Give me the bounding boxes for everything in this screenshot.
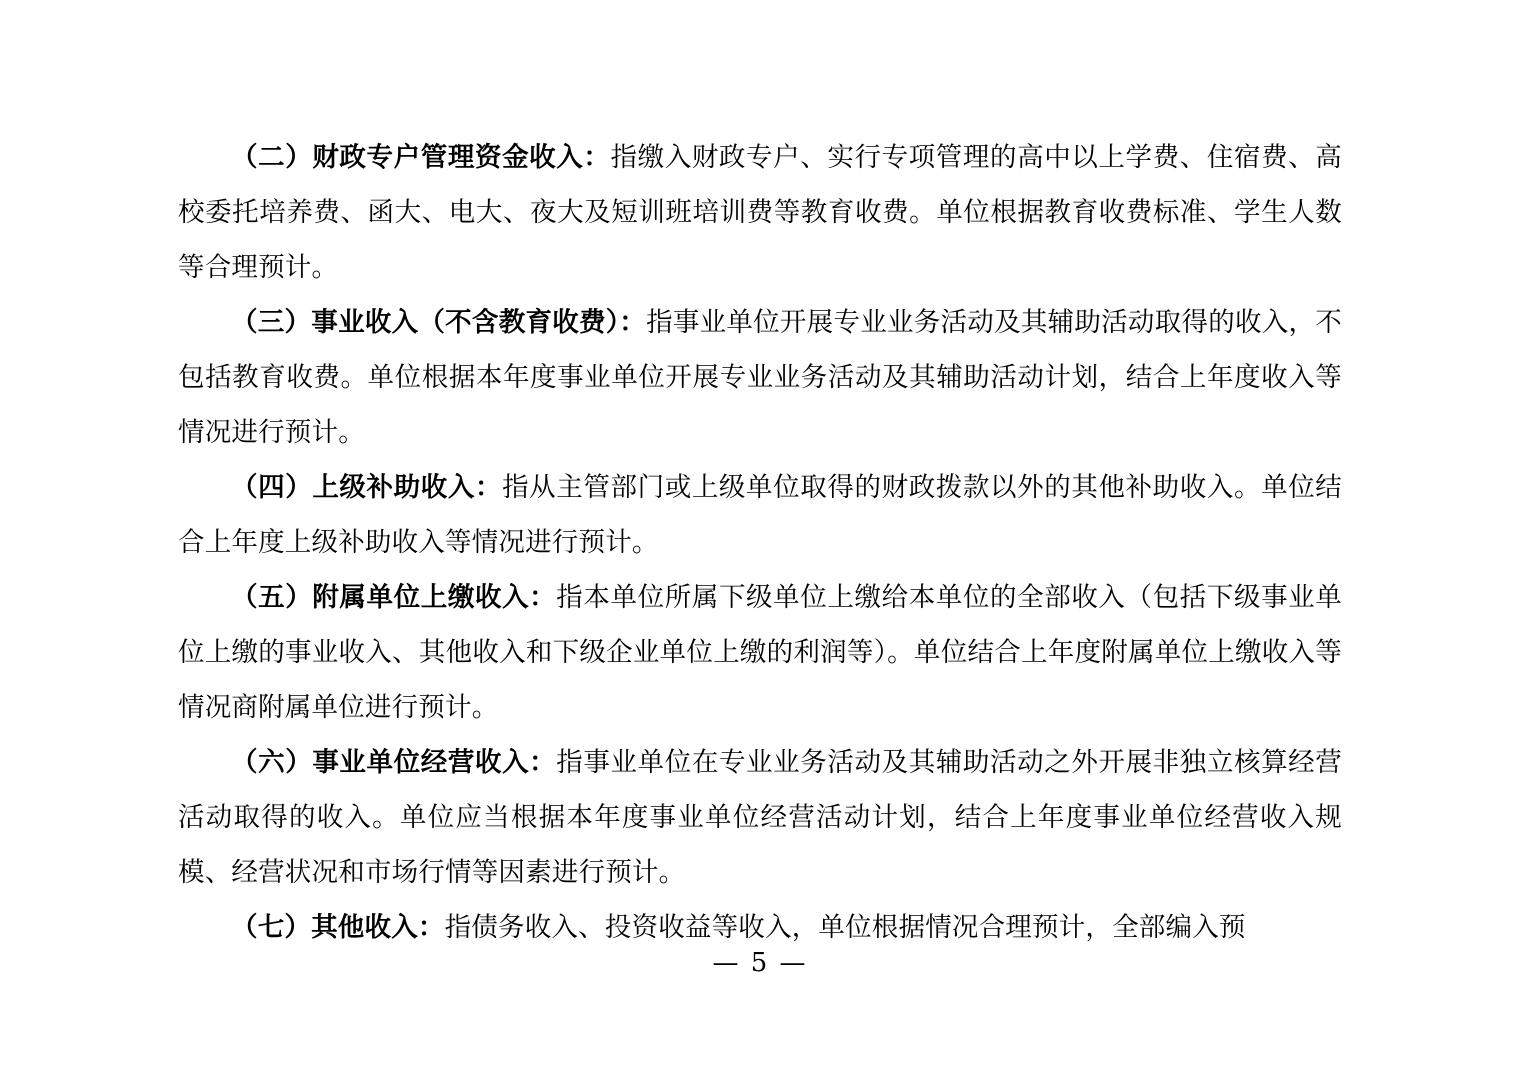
paragraph-6-text: 指事业单位在专业业务活动及其辅助活动之外开展非独立核算经营活动取得的收入。单位应当根据本年度事业单位经营活动计划，结合上年度事业单位经营收入规模、经营状况和市场行情等因素进行预计。 [178,747,1342,888]
paragraph-4-lead: （四）上级补助收入： [231,472,503,503]
paragraph-5-text: 指本单位所属下级单位上缴给本单位的全部收入（包括下级事业单位上缴的事业收入、其他收入和下级企业单位上缴的利润等）。单位结合上年度附属单位上缴收入等情况商附属单位进行预计。 [178,582,1342,723]
paragraph-7 [178,900,1342,955]
paragraph-2-text: 指缴入财政专户、实行专项管理的高中以上学费、住宿费、高校委托培养费、函大、电大、夜大及短训班培训费等教育收费。单位根据教育收费标准、学生人数等合理预计。 [178,142,1342,283]
paragraph-4-text: 指从主管部门或上级单位取得的财政拨款以外的其他补助收入。单位结合上年度上级补助收入等情况进行预计。 [178,472,1343,558]
page-number: — 5 — [712,948,808,978]
paragraph-2 [178,130,1342,295]
paragraph-2-lead: （二）财政专户管理资金收入： [231,142,611,173]
paragraph-6 [178,735,1342,900]
document-body [178,130,1342,955]
paragraph-7-text: 指债务收入、投资收益等收入，单位根据情况合理预计，全部编入预 [444,912,1246,943]
paragraph-6-lead: （六）事业单位经营收入： [231,747,557,778]
paragraph-4 [178,460,1342,570]
paragraph-5-lead: （五）附属单位上缴收入： [231,582,557,613]
paragraph-3 [178,295,1342,460]
paragraph-7-lead: （七）其他收入： [231,912,445,943]
paragraph-5 [178,570,1342,735]
paragraph-3-text: 指事业单位开展专业业务活动及其辅助活动取得的收入，不包括教育收费。单位根据本年度事业单位开展专业业务活动及其辅助活动计划，结合上年度收入等情况进行预计。 [178,307,1342,448]
paragraph-3-lead: （三）事业收入（不含教育收费）： [231,307,647,338]
